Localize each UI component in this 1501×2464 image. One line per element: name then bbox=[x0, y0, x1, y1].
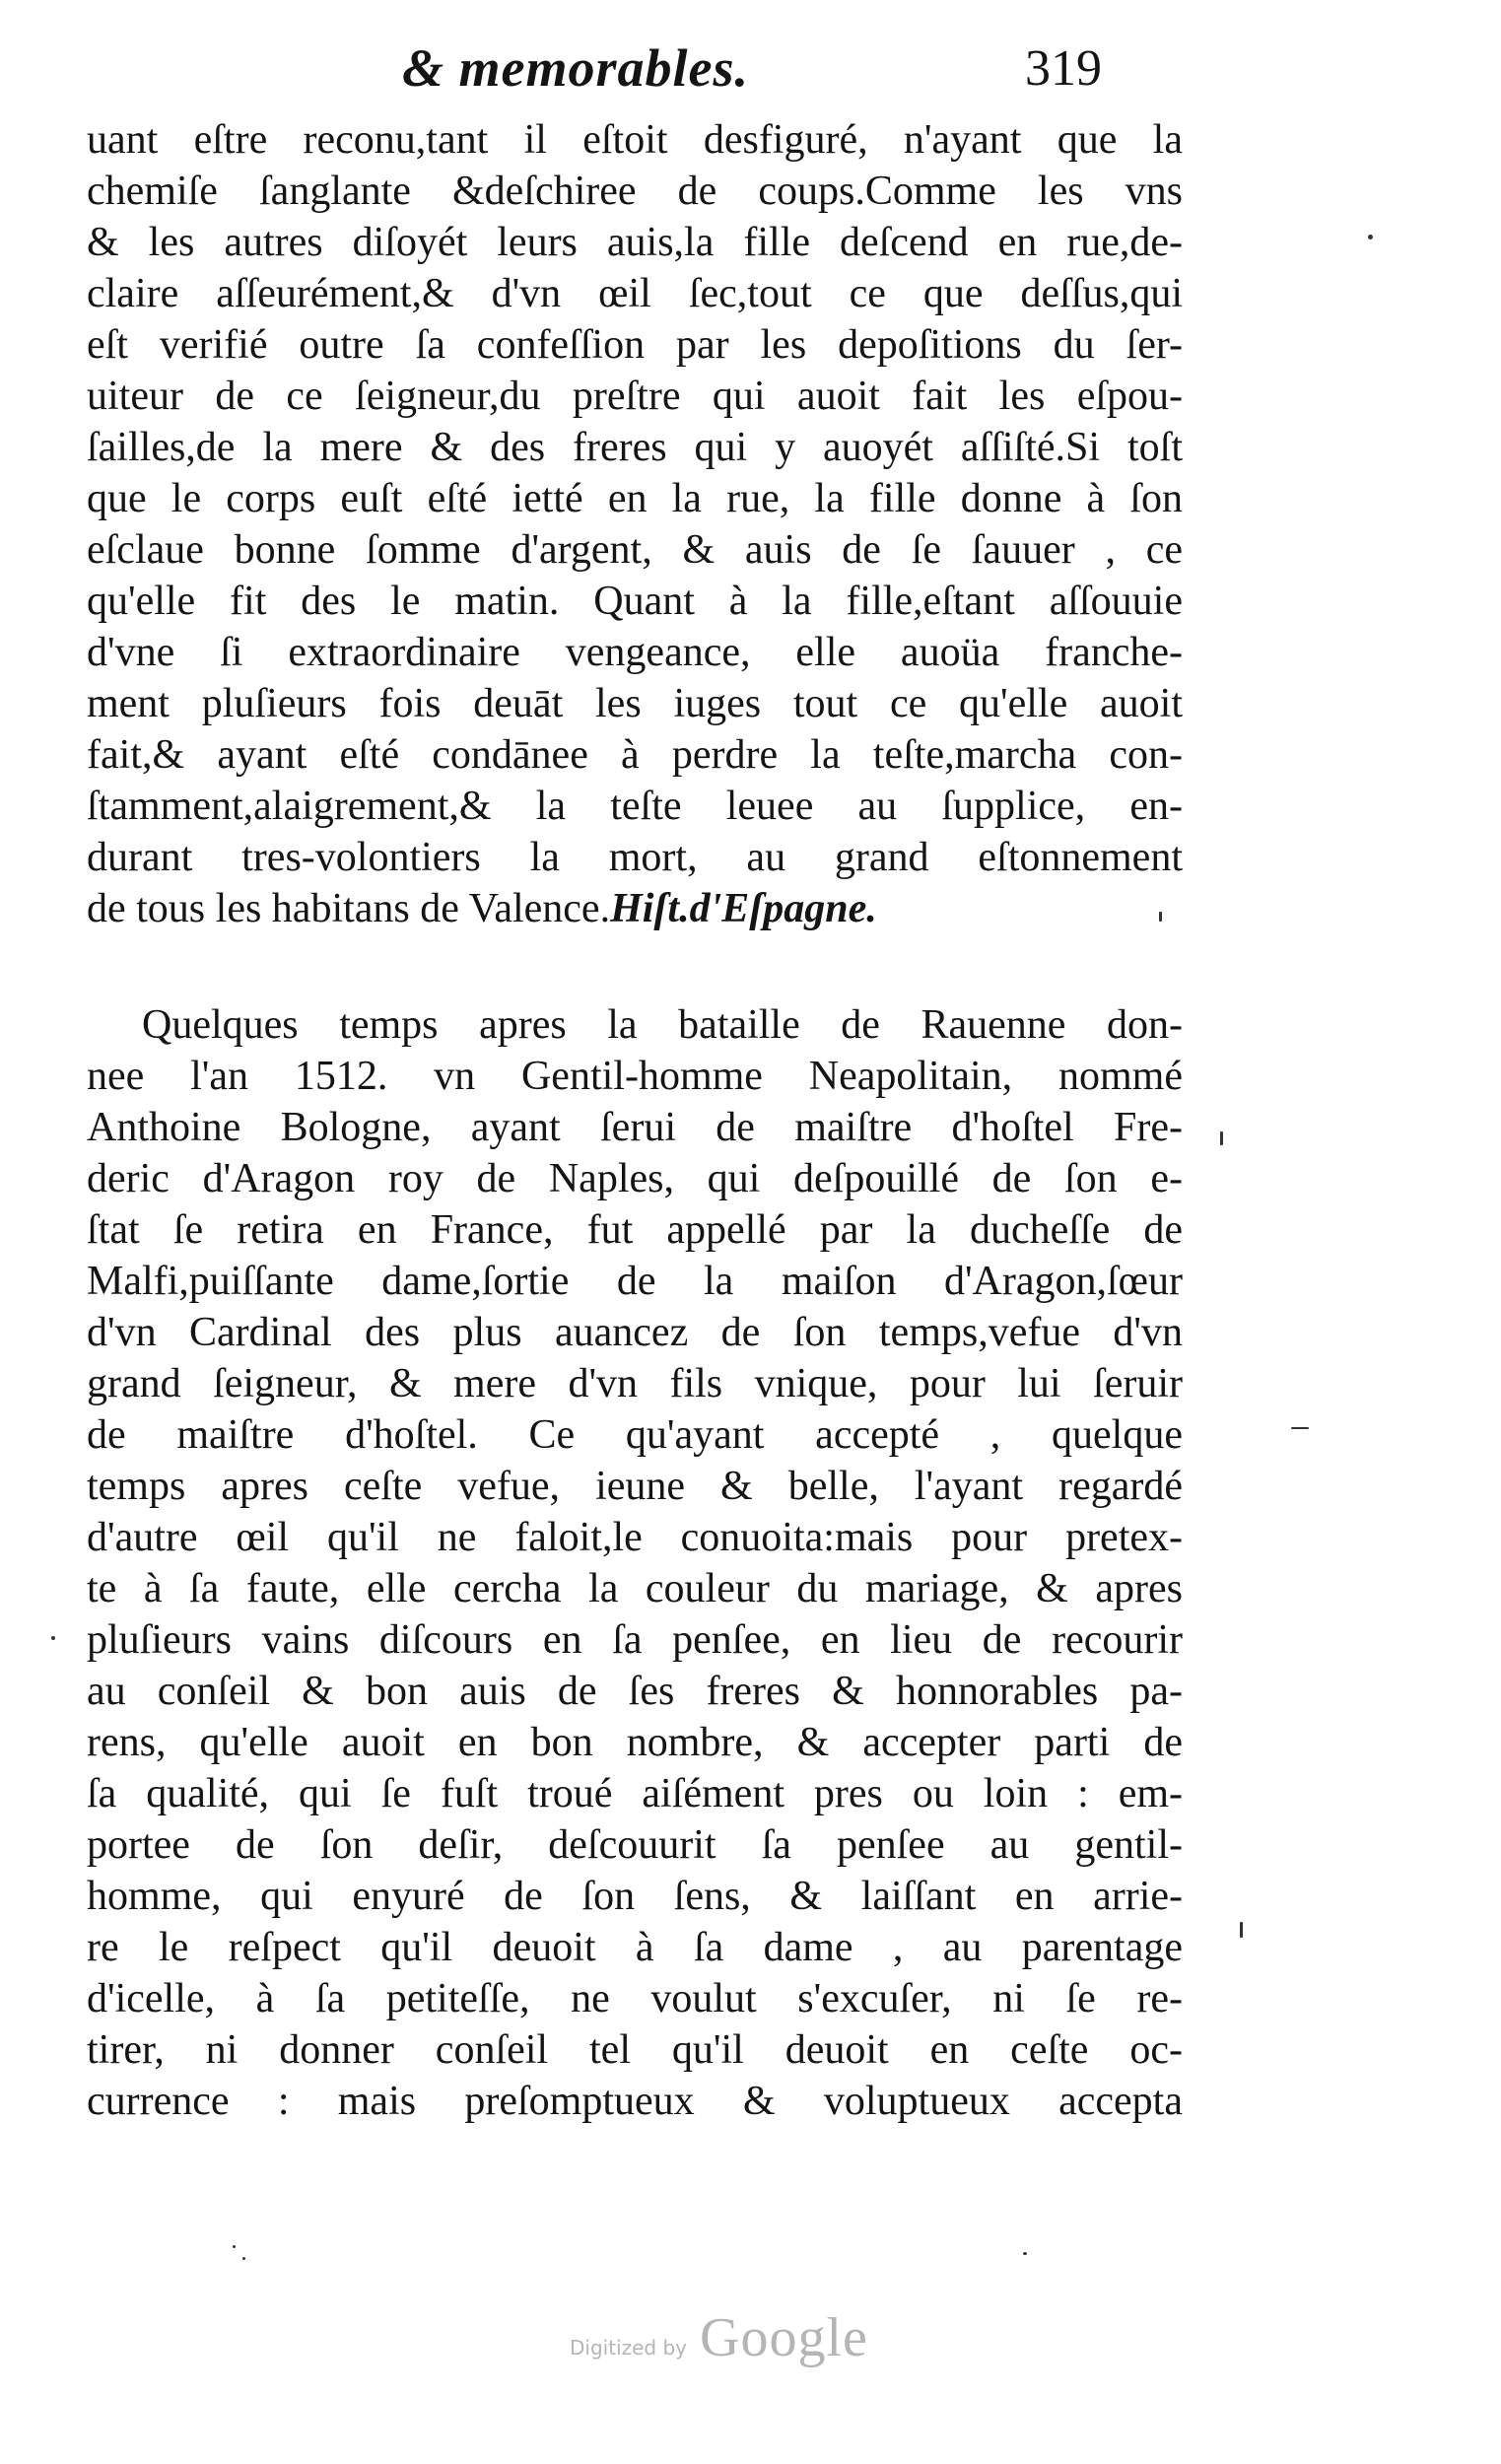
text-line: ſtamment,alaigrement,& la teſte leuee au ſupplice, en- bbox=[87, 784, 1183, 829]
text-line: homme, qui enyuré de ſon ſens, & laiſſant en arrie- bbox=[87, 1874, 1183, 1919]
text-line: de maiſtre d'hoſtel. Ce qu'ayant accepté , quelque bbox=[87, 1412, 1183, 1458]
text-line: te à ſa faute, elle cercha la couleur du mariage, & apres bbox=[87, 1566, 1183, 1611]
digitization-watermark bbox=[570, 2306, 964, 2375]
text-line: grand ſeigneur, & mere d'vn fils vnique, pour lui ſeruir bbox=[87, 1361, 1183, 1406]
ink-speck bbox=[1240, 1922, 1243, 1938]
text-line: au conſeil & bon auis de ſes freres & honnorables pa- bbox=[87, 1669, 1183, 1714]
text-line: tirer, ni donner conſeil tel qu'il deuoit en ceſte oc- bbox=[87, 2027, 1183, 2073]
page-number: 319 bbox=[1025, 40, 1102, 97]
source-reference: Hiſt.d'Eſpagne. bbox=[610, 886, 877, 931]
ink-speck bbox=[242, 2257, 245, 2260]
text-line: eſclaue bonne ſomme d'argent, & auis de ſe ſauuer , ce bbox=[87, 527, 1183, 573]
text-line: temps apres ceſte vefue, ieune & belle, l'ayant regardé bbox=[87, 1464, 1183, 1509]
ink-speck bbox=[1023, 2252, 1027, 2255]
text-line: ſa qualité, qui ſe fuſt troué aiſément pres ou loin : em- bbox=[87, 1771, 1183, 1816]
ink-speck bbox=[1368, 235, 1373, 240]
text-line: d'icelle, à ſa petiteſſe, ne voulut s'excuſer, ni ſe re- bbox=[87, 1976, 1183, 2021]
ink-speck bbox=[233, 2245, 236, 2248]
text-line: deric d'Aragon roy de Naples, qui deſpouillé de ſon e- bbox=[87, 1156, 1183, 1201]
text-line: nee l'an 1512. vn Gentil-homme Neapolitain, nommé bbox=[87, 1054, 1183, 1099]
ink-speck bbox=[51, 1636, 55, 1640]
text-line: fait,& ayant eſté condānee à perdre la teſte,marcha con- bbox=[87, 732, 1183, 778]
text-line-final bbox=[87, 883, 1183, 934]
text-line: uiteur de ce ſeigneur,du preſtre qui auoit fait les eſpou- bbox=[87, 374, 1183, 419]
paragraph-2 bbox=[87, 999, 1183, 2127]
text-line: pluſieurs vains diſcours en ſa penſee, en lieu de recourir bbox=[87, 1617, 1183, 1663]
text-line: re le reſpect qu'il deuoit à ſa dame , au parentage bbox=[87, 1925, 1183, 1970]
final-line-text: de tous les habitans de Valence. bbox=[87, 886, 611, 931]
text-line: qu'elle fit des le matin. Quant à la fille,eſtant aſſouuie bbox=[87, 579, 1183, 624]
text-line: eſt verifié outre ſa confeſſion par les depoſitions du ſer- bbox=[87, 322, 1183, 368]
paragraph-1 bbox=[87, 114, 1183, 934]
text-line: que le corps euſt eſté ietté en la rue, la fille donne à ſon bbox=[87, 476, 1183, 521]
text-line: uant eſtre reconu,tant il eſtoit desfiguré, n'ayant que la bbox=[87, 117, 1183, 163]
text-line: & les autres diſoyét leurs auis,la fille deſcend en rue,de- bbox=[87, 220, 1183, 265]
text-line: d'vne ſi extraordinaire vengeance, elle auoüa franche- bbox=[87, 630, 1183, 675]
text-line: portee de ſon deſir, deſcouurit ſa penſee au gentil- bbox=[87, 1822, 1183, 1868]
text-line: Quelques temps apres la bataille de Rauenne don- bbox=[142, 1002, 1183, 1048]
text-line: claire aſſeurément,& d'vn œil ſec,tout ce que deſſus,qui bbox=[87, 271, 1183, 316]
text-line: ment pluſieurs fois deuāt les iuges tout ce qu'elle auoit bbox=[87, 681, 1183, 726]
text-line: Malfi,puiſſante dame,ſortie de la maiſon d'Aragon,ſœur bbox=[87, 1259, 1183, 1304]
text-line: ſailles,de la mere & des freres qui y auoyét aſſiſté.Si toſt bbox=[87, 425, 1183, 470]
text-line: ſtat ſe retira en France, fut appellé par la ducheſſe de bbox=[87, 1207, 1183, 1253]
page-header bbox=[87, 37, 1171, 116]
digitized-by-label: Digitized by bbox=[570, 2336, 687, 2360]
text-line: chemiſe ſanglante &deſchiree de coups.Comme les vns bbox=[87, 169, 1183, 214]
text-line: currence : mais preſomptueux & voluptueux accepta bbox=[87, 2079, 1183, 2124]
text-line: d'vn Cardinal des plus auancez de ſon temps,vefue d'vn bbox=[87, 1310, 1183, 1355]
text-line: Anthoine Bologne, ayant ſerui de maiſtre d'hoſtel Fre- bbox=[87, 1105, 1183, 1150]
ink-speck bbox=[1220, 1131, 1223, 1145]
ink-speck bbox=[1291, 1427, 1309, 1429]
google-logo: Google bbox=[700, 2307, 868, 2368]
text-line: rens, qu'elle auoit en bon nombre, & accepter parti de bbox=[87, 1720, 1183, 1765]
ink-speck bbox=[1159, 912, 1162, 922]
text-line: d'autre œil qu'il ne faloit,le conuoita:mais pour pretex- bbox=[87, 1515, 1183, 1560]
running-head: & memorables. bbox=[402, 38, 749, 98]
text-line: durant tres-volontiers la mort, au grand eſtonnement bbox=[87, 835, 1183, 880]
